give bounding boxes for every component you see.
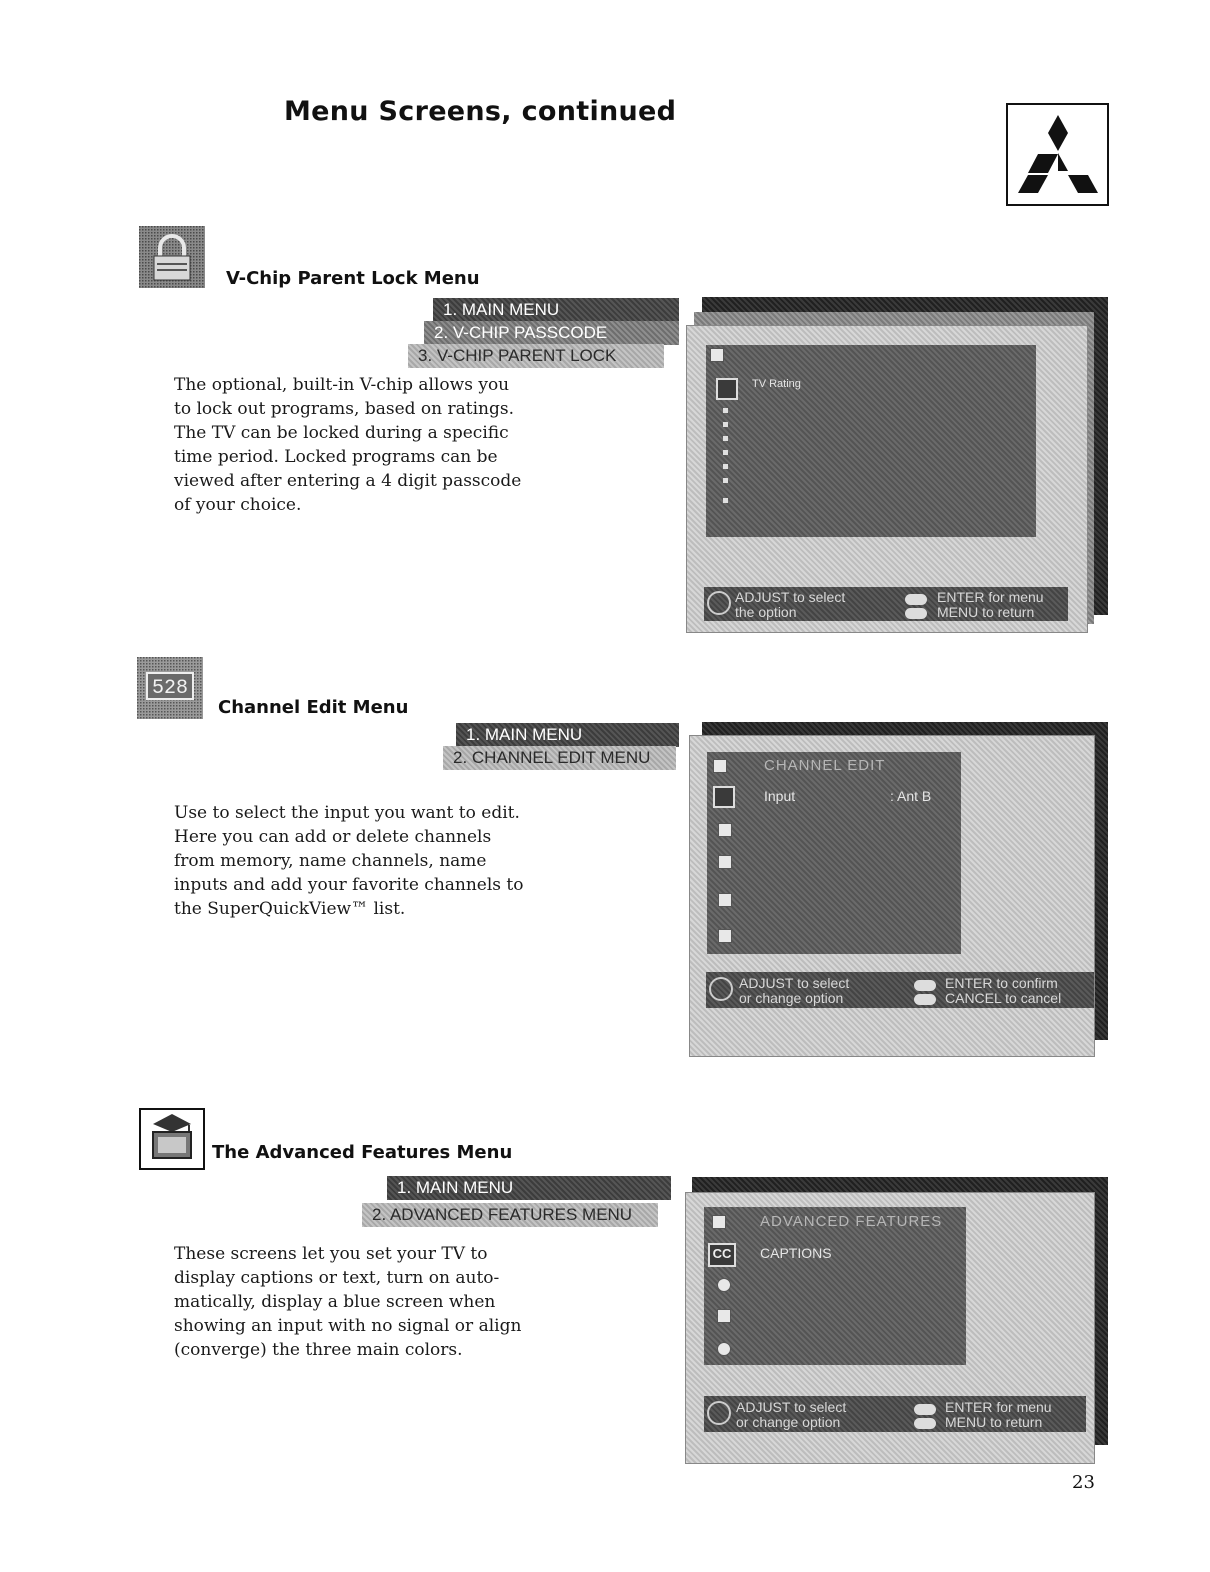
timer-clock-icon [717,1278,731,1292]
adjust-knob-icon [707,1401,731,1425]
adjust-knob-icon [709,977,733,1001]
menu-bullet [723,498,728,503]
vchip-menu-panel [706,345,1036,537]
page-number: 23 [1072,1472,1095,1493]
menu-item-tv-rating[interactable]: TV Rating [752,378,801,390]
breadcrumb-main-menu: 1. MAIN MENU [456,723,679,747]
menu-item-input-value: : Ant B [890,788,932,804]
section-description-channel-edit: Use to select the input you want to edit. Here you can add or delete channels from memory, name channels, name inputs and add your favorite channels to the SuperQuickView™ list. [174,803,524,919]
enter-button-icon [905,594,927,605]
section-heading-channel-edit: Channel Edit Menu [218,697,409,718]
menu-row-icon [718,893,732,907]
menu-bullet [723,422,728,427]
help-enter: ENTER for menu MENU to return [945,1399,1052,1430]
advanced-small-icon [712,1215,726,1229]
channel-edit-heading: CHANNEL EDIT [764,757,886,774]
section-heading-advanced-features: The Advanced Features Menu [212,1142,513,1163]
breadcrumb-channel-edit-menu: 2. CHANNEL EDIT MENU [443,746,676,770]
tv-rating-icon[interactable] [716,378,738,400]
breadcrumb-vchip-parent-lock: 3. V-CHIP PARENT LOCK [408,344,664,368]
channel-edit-small-icon [713,759,727,773]
menu-bullet [723,478,728,483]
menu-bullet [723,464,728,469]
menu-row-icon [718,823,732,837]
blue-screen-icon [717,1309,731,1323]
section-description-advanced-features: These screens let you set your TV to display captions or text, turn on auto- matically, display a blue screen when showing an input with no signal or align (converge) the three main colors. [174,1244,522,1360]
padlock-icon [139,226,205,288]
menu-button-icon [905,608,927,619]
cancel-button-icon [914,994,936,1005]
breadcrumb-main-menu: 1. MAIN MENU [433,298,679,322]
menu-bullet [723,408,728,413]
enter-button-icon [914,980,936,991]
advanced-features-heading: ADVANCED FEATURES [760,1213,943,1230]
adjust-knob-icon [707,591,731,615]
help-adjust: ADJUST to select or change option [739,975,850,1006]
input-icon[interactable] [713,786,735,808]
menu-bullet [723,436,728,441]
help-adjust: ADJUST to select the option [735,589,846,620]
menu-bullet [723,450,728,455]
page-title: Menu Screens, continued [284,96,677,127]
advanced-features-menu-panel [704,1207,966,1365]
three-diamonds-logo-icon [1014,113,1102,197]
menu-item-captions[interactable]: CAPTIONS [760,1245,832,1261]
menu-button-icon [914,1418,936,1429]
menu-row-icon [718,855,732,869]
enter-button-icon [914,1404,936,1415]
menu-item-input[interactable]: Input [764,788,796,804]
breadcrumb-main-menu: 1. MAIN MENU [387,1176,671,1200]
convergence-icon [717,1342,731,1356]
breadcrumb-advanced-features-menu: 2. ADVANCED FEATURES MENU [362,1203,658,1227]
section-description-vchip: The optional, built-in V-chip allows you to lock out programs, based on ratings. The TV can be locked during a specific time period. Locked programs can be viewed after entering a 4 digit passcode of your choice. [174,375,522,515]
section-heading-vchip: V-Chip Parent Lock Menu [226,268,480,289]
channel-528-icon [137,657,203,719]
advanced-features-icon [139,1108,205,1170]
lock-small-icon [710,348,724,362]
icon-number: 528 [151,677,189,700]
captions-cc-icon[interactable]: CC [708,1243,736,1267]
breadcrumb-vchip-passcode: 2. V-CHIP PASSCODE [424,321,679,345]
help-adjust: ADJUST to select or change option [736,1399,847,1430]
channel-edit-menu-panel [707,752,961,954]
menu-row-icon [718,929,732,943]
help-enter: ENTER for menu MENU to return [937,589,1044,620]
help-enter: ENTER to confirm CANCEL to cancel [945,975,1062,1006]
mitsubishi-logo [1006,103,1109,206]
